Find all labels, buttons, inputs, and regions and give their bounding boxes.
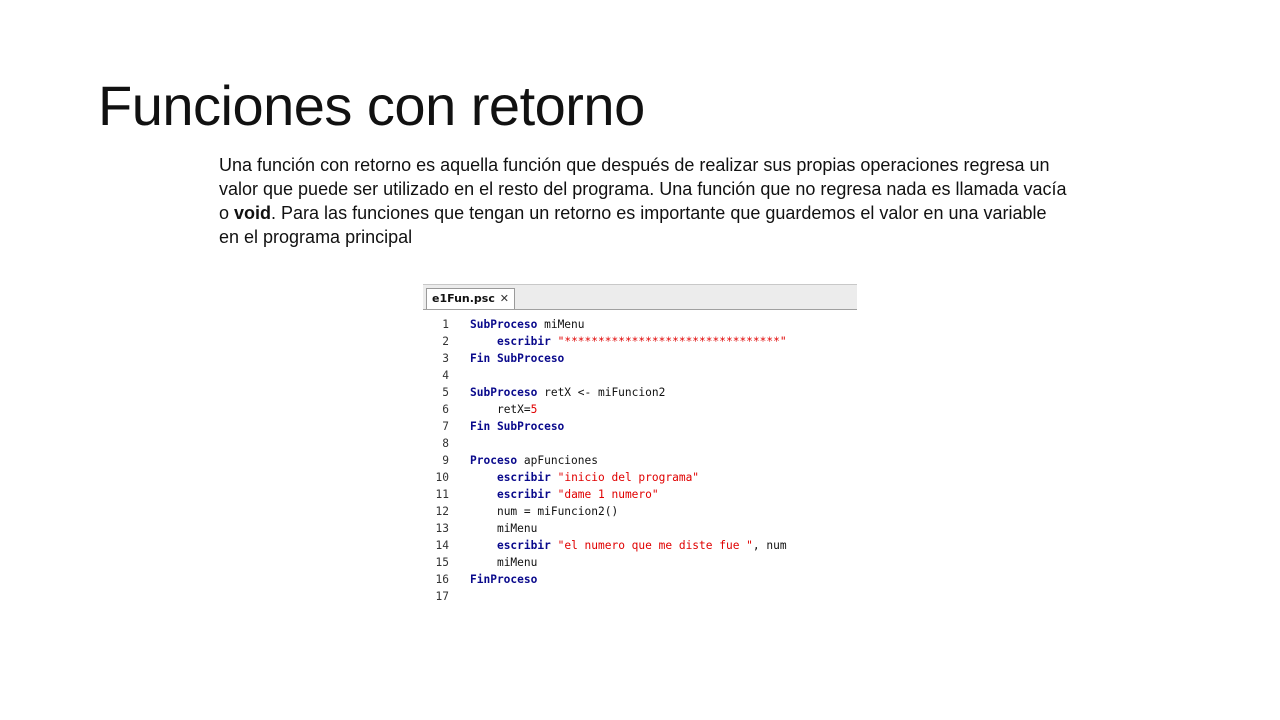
code-text: apFunciones: [517, 454, 598, 467]
line-number: 16: [435, 573, 449, 586]
line-source: [470, 503, 618, 520]
code-string: "dame 1 numero": [557, 488, 659, 501]
code-line: [423, 588, 857, 604]
slide-title: Funciones con retorno: [98, 74, 645, 137]
line-source: [470, 418, 564, 435]
paragraph-text-2: . Para las funciones que tengan un retorno es importante que guardemos el valor en una variable en el programa principal: [219, 203, 1047, 247]
line-number: 3: [442, 352, 449, 365]
code-indent: [470, 505, 497, 518]
line-source: [470, 316, 585, 333]
code-line: [423, 469, 857, 486]
line-number: 9: [442, 454, 449, 467]
code-text: miMenu: [537, 318, 585, 331]
code-indent: [470, 539, 497, 552]
code-line: [423, 401, 857, 418]
line-source: [470, 554, 537, 571]
line-source: [470, 520, 537, 537]
line-source: [470, 469, 699, 486]
line-number: 5: [442, 386, 449, 399]
code-keyword: Proceso: [470, 454, 518, 467]
code-keyword: FinProceso: [470, 573, 538, 586]
code-text: num = miFuncion2(): [496, 505, 619, 518]
code-line: [423, 367, 857, 384]
code-line: [423, 350, 857, 367]
code-string: 5: [530, 403, 538, 416]
code-editor-screenshot: [423, 284, 857, 604]
close-icon[interactable]: ✕: [499, 292, 509, 305]
line-number: 1: [442, 318, 449, 331]
code-area: [423, 310, 857, 604]
editor-tab-bar: [423, 284, 857, 310]
code-line: [423, 537, 857, 554]
line-source: [470, 350, 564, 367]
line-number: 14: [435, 539, 449, 552]
code-line: [423, 418, 857, 435]
slide-paragraph: [219, 153, 1069, 249]
code-text: retX=: [496, 403, 531, 416]
code-text: [551, 471, 558, 484]
line-number: 17: [435, 590, 449, 603]
line-number: 4: [442, 369, 449, 382]
code-line: [423, 333, 857, 350]
code-string: "inicio del programa": [557, 471, 700, 484]
code-keyword: escribir: [496, 335, 551, 348]
code-line: [423, 384, 857, 401]
code-line: [423, 571, 857, 588]
code-keyword: SubProceso: [470, 318, 538, 331]
line-source: [470, 401, 537, 418]
code-indent: [470, 403, 497, 416]
code-text: [551, 539, 558, 552]
code-text: [551, 488, 558, 501]
line-source: [470, 571, 537, 588]
code-text: [551, 335, 558, 348]
code-string: "********************************": [557, 335, 787, 348]
code-keyword: SubProceso: [470, 386, 538, 399]
code-text: miMenu: [496, 522, 538, 535]
code-line: [423, 486, 857, 503]
code-keyword: escribir: [496, 488, 551, 501]
code-indent: [470, 471, 497, 484]
line-source: [470, 486, 659, 503]
line-number: 11: [435, 488, 449, 501]
line-source: [470, 333, 787, 350]
code-keyword: Fin SubProceso: [470, 420, 565, 433]
line-source: [470, 452, 598, 469]
line-number: 15: [435, 556, 449, 569]
line-number: 12: [435, 505, 449, 518]
code-keyword: escribir: [496, 539, 551, 552]
editor-tab-label: e1Fun.psc: [432, 292, 495, 305]
code-indent: [470, 522, 497, 535]
line-number: 13: [435, 522, 449, 535]
code-line: [423, 503, 857, 520]
code-indent: [470, 556, 497, 569]
line-number: 10: [435, 471, 449, 484]
line-number: 8: [442, 437, 449, 450]
code-line: [423, 316, 857, 333]
code-line: [423, 520, 857, 537]
code-line: [423, 452, 857, 469]
paragraph-text-1: Una función con retorno es aquella función que después de realizar sus propias operaciones regresa un valor que puede ser utilizado en el resto del programa. Una función que no regresa nada es llamada vacía o: [219, 155, 1067, 223]
code-line: [423, 435, 857, 452]
code-text: , num: [752, 539, 787, 552]
code-indent: [470, 488, 497, 501]
code-text: miMenu: [496, 556, 538, 569]
editor-tab[interactable]: [426, 288, 515, 309]
code-string: "el numero que me diste fue ": [557, 539, 753, 552]
code-keyword: escribir: [496, 471, 551, 484]
line-number: 2: [442, 335, 449, 348]
line-source: [470, 384, 665, 401]
line-number: 7: [442, 420, 449, 433]
line-number: 6: [442, 403, 449, 416]
code-keyword: Fin SubProceso: [470, 352, 565, 365]
line-source: [470, 537, 787, 554]
code-line: [423, 554, 857, 571]
code-indent: [470, 335, 497, 348]
code-text: retX <- miFuncion2: [537, 386, 666, 399]
paragraph-bold-term: void: [234, 203, 272, 223]
